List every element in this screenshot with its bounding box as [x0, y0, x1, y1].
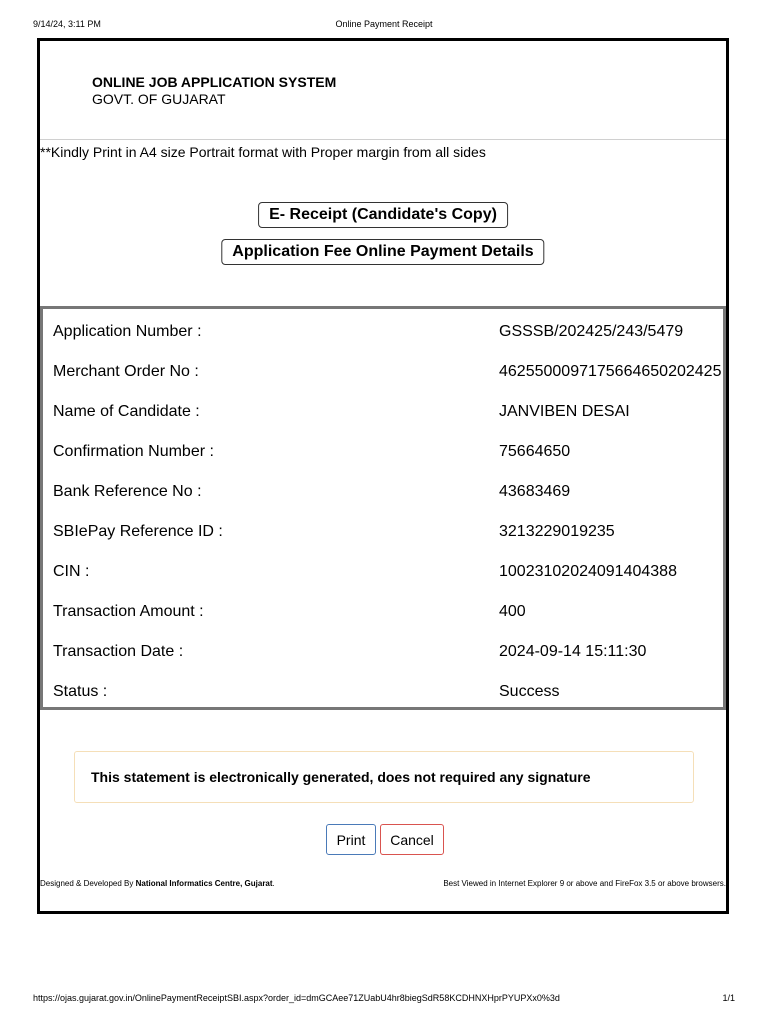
detail-value: 75664650 — [499, 443, 571, 460]
detail-value: 400 — [499, 603, 526, 620]
detail-row-bank-reference — [43, 473, 723, 513]
cancel-button[interactable]: Cancel — [380, 824, 444, 855]
detail-row-merchant-order — [43, 353, 723, 393]
print-button[interactable]: Print — [326, 824, 376, 855]
print-header-datetime: 9/14/24, 3:11 PM — [33, 19, 101, 29]
detail-label: SBIePay Reference ID : — [53, 523, 223, 540]
detail-value: GSSSB/202425/243/5479 — [499, 323, 684, 340]
detail-label: Name of Candidate : — [53, 403, 200, 420]
system-subtitle: GOVT. OF GUJARAT — [92, 91, 226, 107]
detail-value: 10023102024091404388 — [499, 563, 677, 580]
detail-row-transaction-amount — [43, 593, 723, 633]
detail-row-candidate-name — [43, 393, 723, 433]
detail-row-confirmation-number — [43, 433, 723, 473]
browser-compatibility-note: Best Viewed in Internet Explorer 9 or above and FireFox 3.5 or above browsers. — [443, 879, 726, 888]
detail-label: Application Number : — [53, 323, 202, 340]
detail-value: JANVIBEN DESAI — [499, 403, 630, 420]
detail-row-application-number — [43, 313, 723, 353]
print-header-title: Online Payment Receipt — [335, 19, 433, 29]
credit-suffix: . — [272, 879, 275, 888]
detail-row-transaction-date — [43, 633, 723, 673]
system-title: ONLINE JOB APPLICATION SYSTEM — [92, 74, 337, 90]
detail-label: CIN : — [53, 563, 90, 580]
credit-organization: National Informatics Centre, Gujarat — [135, 879, 273, 888]
detail-row-cin — [43, 553, 723, 593]
detail-label: Transaction Amount : — [53, 603, 204, 620]
detail-label: Status : — [53, 683, 108, 700]
receipt-title-box: E- Receipt (Candidate's Copy) — [258, 202, 508, 228]
print-footer-page: 1/1 — [722, 993, 735, 1003]
payment-details-table — [40, 306, 726, 710]
header-divider — [40, 139, 726, 140]
print-footer-url: https://ojas.gujarat.gov.in/OnlinePaymentReceiptSBI.aspx?order_id=dmGCAee71ZUabU4hr8biegSdR58KCDHNXHprPYUPXx0%3d — [33, 993, 560, 1003]
electronic-statement-notice: This statement is electronically generated, does not required any signature — [74, 751, 694, 803]
detail-value: 2024-09-14 15:11:30 — [499, 643, 647, 660]
detail-value: 4625500097175664650202425 — [499, 363, 722, 380]
detail-label: Confirmation Number : — [53, 443, 214, 460]
detail-value: 43683469 — [499, 483, 571, 500]
detail-label: Merchant Order No : — [53, 363, 199, 380]
detail-label: Transaction Date : — [53, 643, 184, 660]
credit-prefix: Designed & Developed By — [40, 879, 136, 888]
detail-label: Bank Reference No : — [53, 483, 202, 500]
detail-value: Success — [499, 683, 560, 700]
receipt-frame — [37, 38, 729, 914]
detail-value: 3213229019235 — [499, 523, 615, 540]
detail-row-sbiepay-reference — [43, 513, 723, 553]
fee-details-title-box: Application Fee Online Payment Details — [221, 239, 544, 265]
developer-credit — [40, 879, 275, 888]
detail-row-status — [43, 673, 723, 713]
print-instruction-note: **Kindly Print in A4 size Portrait format with Proper margin from all sides — [40, 144, 486, 160]
